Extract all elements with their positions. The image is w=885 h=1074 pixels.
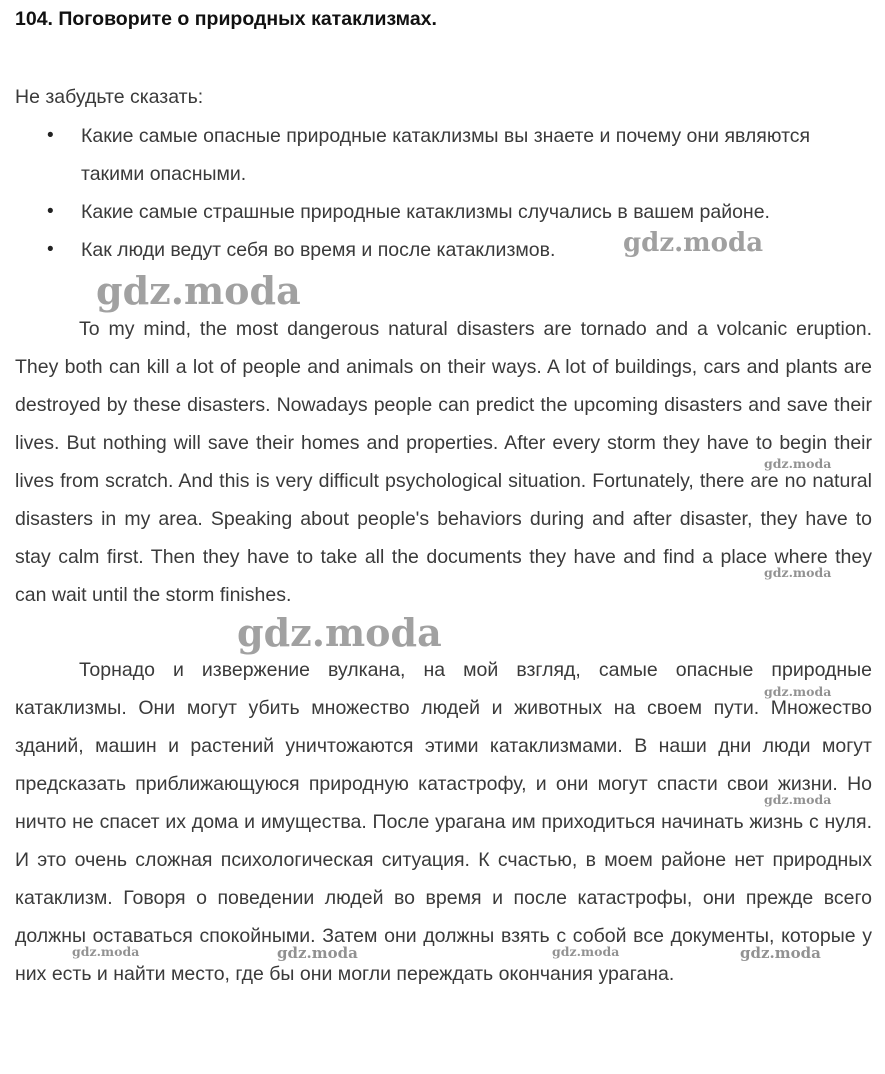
answer-english-paragraph: To my mind, the most dangerous natural disasters are tornado and a volcanic eruption. They both can kill a lot of people and animals on their ways. A lot of buildings, cars and plants are destroyed by these disasters. Nowadays people can predict the upcoming disasters and save their lives. But nothing will save their homes and properties. After every storm they have to begin their lives from scratch. And this is very difficult psychological situation. Fortunately, there are no natural disasters in my area. Speaking about people's behaviors during and after disaster, they have to stay calm first. Then they have to take all the documents they have and find a place where they can wait until the storm finishes. [15, 318, 872, 606]
exercise-title: 104. Поговорите о природных катаклизмах. [15, 8, 437, 30]
prompt-bullet-item: • Как люди ведут себя во время и после катаклизмов. [0, 231, 885, 269]
watermark: gdz.moda [740, 944, 821, 962]
watermark: gdz.moda [552, 944, 620, 959]
prompt-bullet-item: • Какие самые страшные природные катаклизмы случались в вашем районе. [0, 193, 885, 231]
answer-russian-paragraph: Торнадо и извержение вулкана, на мой взгляд, самые опасные природные катаклизмы. Они могут убить множество людей и животных на своем пути. Множество зданий, машин и растений уничтожаются этими катаклизмами. В наши дни люди могут предсказать приближающуюся природную катастрофу, и они могут спасти свои жизни. Но ничто не спасет их дома и имущества. После урагана им приходиться начинать жизнь с нуля. И это очень сложная психологическая ситуация. К счастью, в моем районе нет природных катаклизм. Говоря о поведении людей во время и после катастрофы, они прежде всего должны оставаться спокойными. Затем они должны взять с собой все документы, которые у них есть и найти место, где бы они могли переждать окончания урагана. [15, 659, 872, 985]
watermark: gdz.moda [764, 792, 832, 807]
watermark: gdz.moda [237, 610, 442, 655]
prompt-bullet-list [0, 117, 885, 269]
prompt-intro: Не забудьте сказать: [15, 86, 204, 108]
prompt-bullet-item: • Какие самые опасные природные катаклизмы вы знаете и почему они являются такими опасными. [0, 117, 885, 193]
watermark: gdz.moda [277, 944, 358, 962]
watermark: gdz.moda [764, 684, 832, 699]
watermark: gdz.moda [72, 944, 140, 959]
watermark: gdz.moda [623, 228, 764, 258]
watermark: gdz.moda [96, 268, 301, 313]
watermark: gdz.moda [764, 565, 832, 580]
watermark: gdz.moda [764, 456, 832, 471]
